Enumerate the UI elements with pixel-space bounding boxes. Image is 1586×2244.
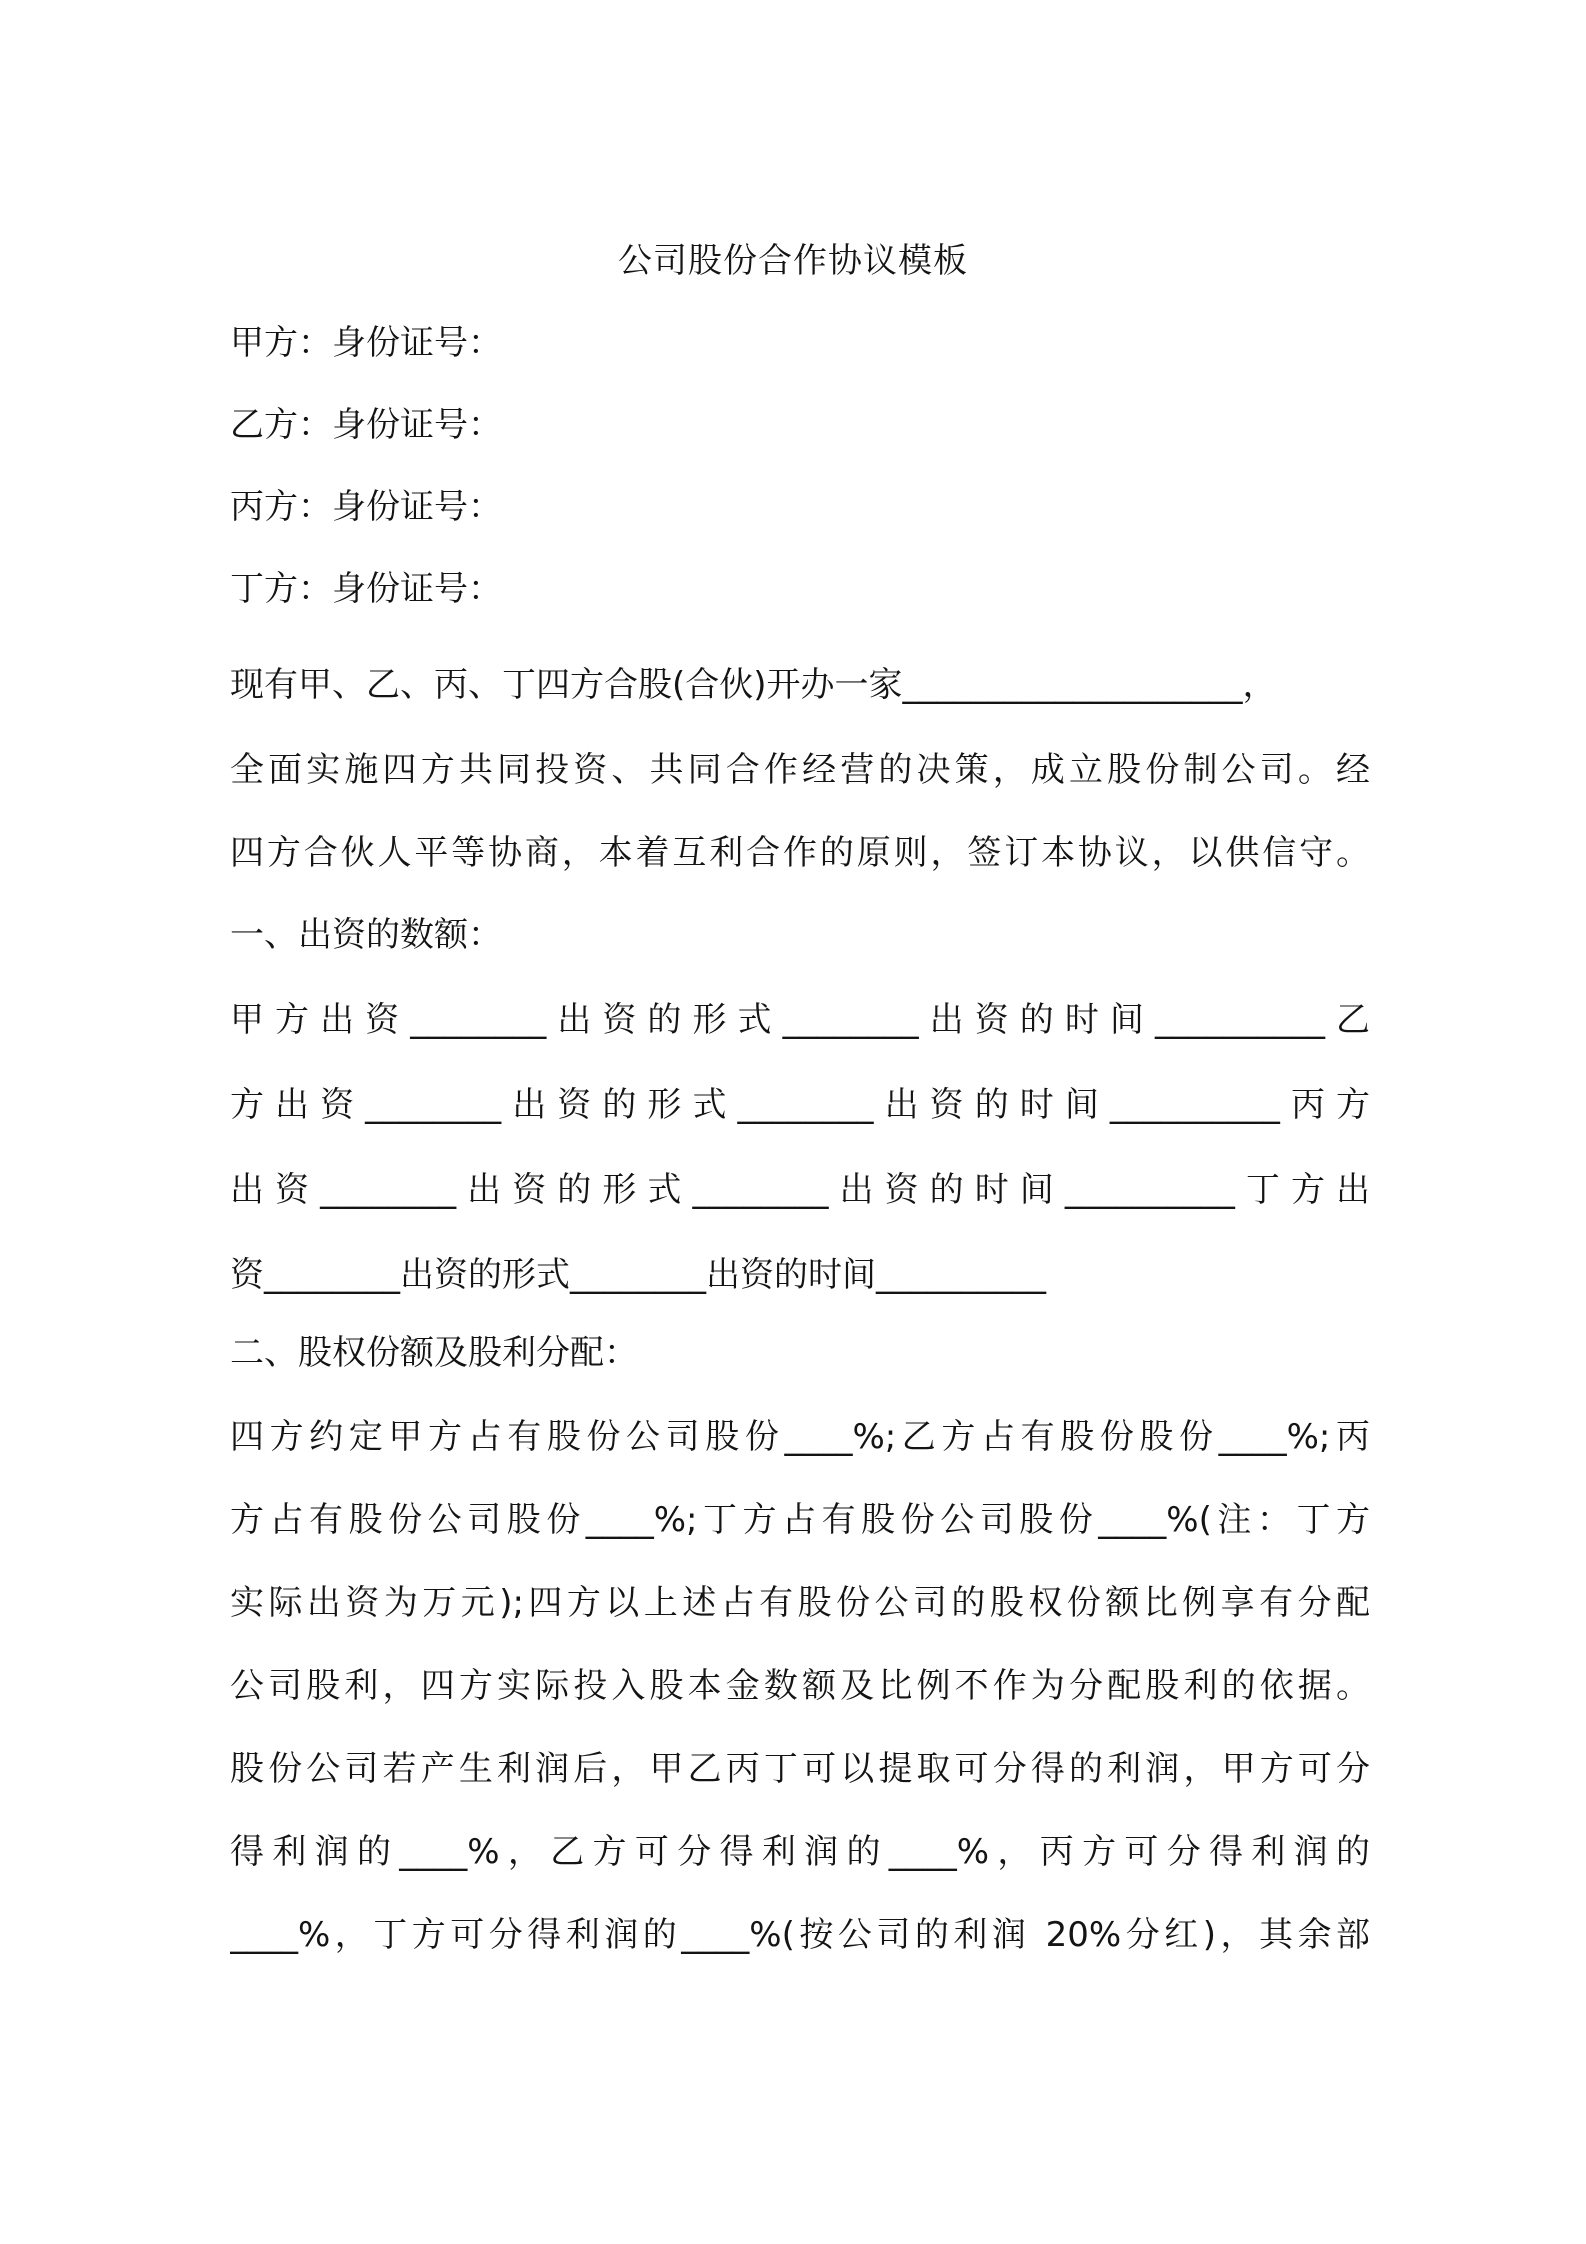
capital-line: 出资________出资的形式________出资的时间__________丁方出 bbox=[230, 1170, 1370, 1210]
equity-line: 四方约定甲方占有股份公司股份____%;乙方占有股份股份____%;丙 bbox=[230, 1417, 1370, 1457]
equity-line: ____%，丁方可分得利润的____%(按公司的利润 20%分红)，其余部 bbox=[230, 1915, 1370, 1955]
equity-line: 股份公司若产生利润后，甲乙丙丁可以提取可分得的利润，甲方可分 bbox=[230, 1749, 1370, 1789]
preamble-line: 现有甲、乙、丙、丁四方合股(合伙)开办一家____________________， bbox=[230, 665, 1277, 705]
capital-line: 资________出资的形式________出资的时间__________ bbox=[230, 1255, 1046, 1295]
party-b-line: 乙方：身份证号： bbox=[230, 405, 502, 445]
preamble-line: 全面实施四方共同投资、共同合作经营的决策，成立股份制公司。经 bbox=[230, 750, 1370, 790]
document-title: 公司股份合作协议模板 bbox=[618, 241, 968, 281]
preamble-line: 四方合伙人平等协商，本着互利合作的原则，签订本协议，以供信守。 bbox=[230, 833, 1370, 873]
section-heading-equity: 二、股权份额及股利分配： bbox=[230, 1333, 638, 1373]
party-c-line: 丙方：身份证号： bbox=[230, 487, 502, 527]
equity-line: 方占有股份公司股份____%;丁方占有股份公司股份____%(注：丁方 bbox=[230, 1500, 1370, 1540]
section-heading-capital: 一、出资的数额： bbox=[230, 915, 502, 955]
capital-line: 甲方出资________出资的形式________出资的时间__________乙 bbox=[230, 1000, 1370, 1040]
party-a-line: 甲方：身份证号： bbox=[230, 323, 502, 363]
equity-line: 实际出资为万元);四方以上述占有股份公司的股权份额比例享有分配 bbox=[230, 1583, 1370, 1623]
equity-line: 得利润的____%，乙方可分得利润的____%，丙方可分得利润的 bbox=[230, 1832, 1370, 1872]
equity-line: 公司股利，四方实际投入股本金数额及比例不作为分配股利的依据。 bbox=[230, 1666, 1370, 1706]
party-d-line: 丁方：身份证号： bbox=[230, 569, 502, 609]
capital-line: 方出资________出资的形式________出资的时间__________丙方 bbox=[230, 1085, 1370, 1125]
